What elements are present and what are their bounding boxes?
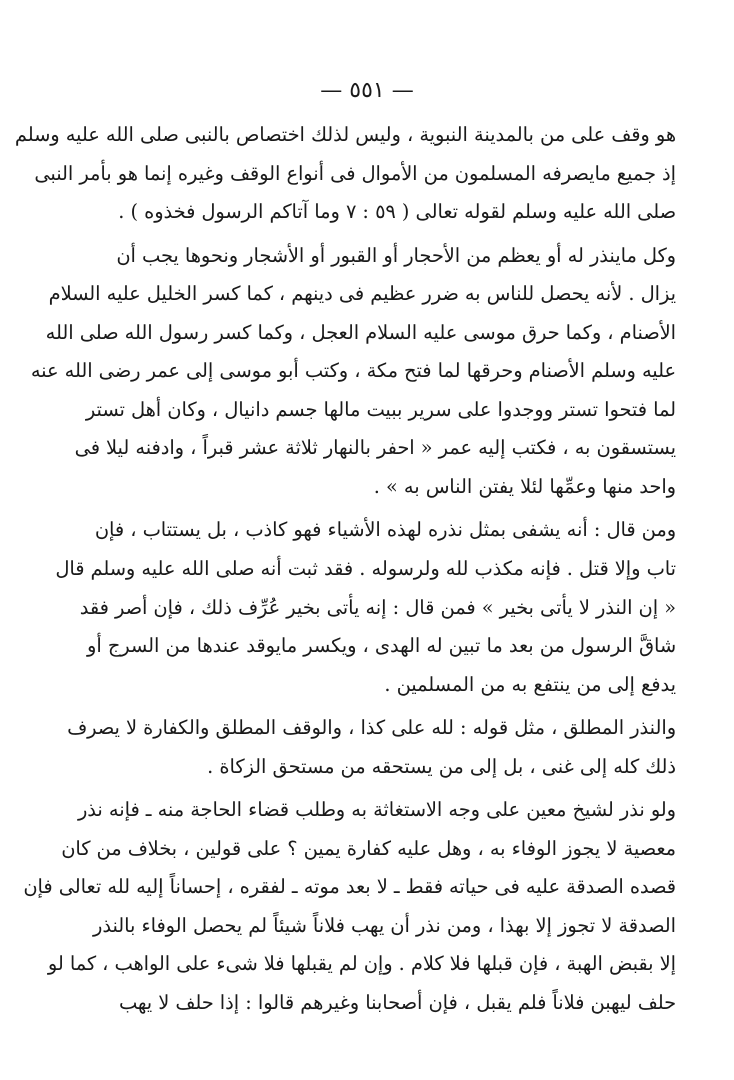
text-line: ذلك كله إلى غنى ، بل إلى من يستحقه من مستحق الزكاة . <box>207 754 676 778</box>
paragraph <box>67 709 676 786</box>
text-line: شاقَّ الرسول من بعد ما تبين له الهدى ، ويكسر مايوقد عندها من السرج أو <box>87 634 676 658</box>
text-line: يستسقون به ، فكتب إليه عمر « احفر بالنهار ثلاثة عشر قبراً ، وادفنه ليلا فى <box>74 436 676 460</box>
paragraph <box>55 511 676 704</box>
text-line: واحد منها وعمِّها لئلا يفتن الناس به » . <box>373 474 676 498</box>
text-line: هو وقف على من بالمدينة النبوية ، وليس لذلك اختصاص بالنبى صلى الله عليه وسلم <box>14 123 676 146</box>
text-line: لما فتحوا تستر ووجدوا على سرير ببيت مالها جسم دانيال ، وكان أهل تستر <box>85 397 676 421</box>
paragraph <box>14 116 676 232</box>
text-line: إلا بقبض الهبة ، فإن قبلها فلا كلام . وإن لم يقبلها فلا شىء على الواهب ، كما لو <box>47 952 676 976</box>
text-line: وكل ماينذر له أو يعظم من الأحجار أو القبور أو الأشجار ونحوها يجب أن <box>116 243 676 267</box>
page-number: — ٥٥١ — <box>320 78 414 103</box>
text-line: ولو نذر لشيخ معين على وجه الاستغاثة به وطلب قضاء الحاجة منه ـ فإنه نذر <box>77 798 676 822</box>
text-line: صلى الله عليه وسلم لقوله تعالى ( ٥٩ : ٧ وما آتاكم الرسول فخذوه ) . <box>118 200 676 224</box>
text-line: ومن قال : أنه يشفى بمثل نذره لهذه الأشياء فهو كاذب ، بل يستتاب ، فإن <box>94 518 676 542</box>
text-line: حلف ليهبن فلاناً فلم يقبل ، فإن أصحابنا وغيرهم قالوا : إذا حلف لا يهب <box>118 991 676 1015</box>
text-line: الصدقة لا تجوز إلا بهذا ، ومن نذر أن يهب فلاناً شيئاً لم يحصل الوفاء بالنذر <box>93 913 676 937</box>
text-line: « إن النذر لا يأتى بخير » فمن قال : إنه يأتى بخير عُرِّف ذلك ، فإن أصر فقد <box>79 595 676 619</box>
paragraph <box>23 791 676 1022</box>
text-line: تاب وإلا قتل . فإنه مكذب لله ولرسوله . فقد ثبت أنه صلى الله عليه وسلم قال <box>55 557 676 581</box>
text-line: عليه وسلم الأصنام وحرقها لما فتح مكة ، وكتب أبو موسى إلى عمر رضى الله عنه <box>30 359 676 383</box>
body-text <box>14 116 676 1023</box>
text-line: معصية لا يجوز الوفاء به ، وهل عليه كفارة يمين ؟ على قولين ، بخلاف من كان <box>61 836 676 860</box>
text-line: يزال . لأنه يحصل للناس به ضرر عظيم فى دينهم ، كما كسر الخليل عليه السلام <box>48 282 676 306</box>
text-line: قصده الصدقة عليه فى حياته فقط ـ لا بعد موته ـ لفقره ، إحساناً إليه لله تعالى فإن <box>23 875 676 899</box>
text-line: الأصنام ، وكما حرق موسى عليه السلام العجل ، وكما كسر رسول الله صلى الله <box>45 320 676 344</box>
text-line: يدفع إلى من ينتفع به من المسلمين . <box>384 672 676 696</box>
paragraph <box>30 237 676 507</box>
text-line: والنذر المطلق ، مثل قوله : لله على كذا ، والوقف المطلق والكفارة لا يصرف <box>67 716 676 740</box>
text-line: إذ جميع مايصرفه المسلمون من الأموال فى أنواع الوقف وغيره إنما هو بأمر النبى <box>34 161 676 185</box>
